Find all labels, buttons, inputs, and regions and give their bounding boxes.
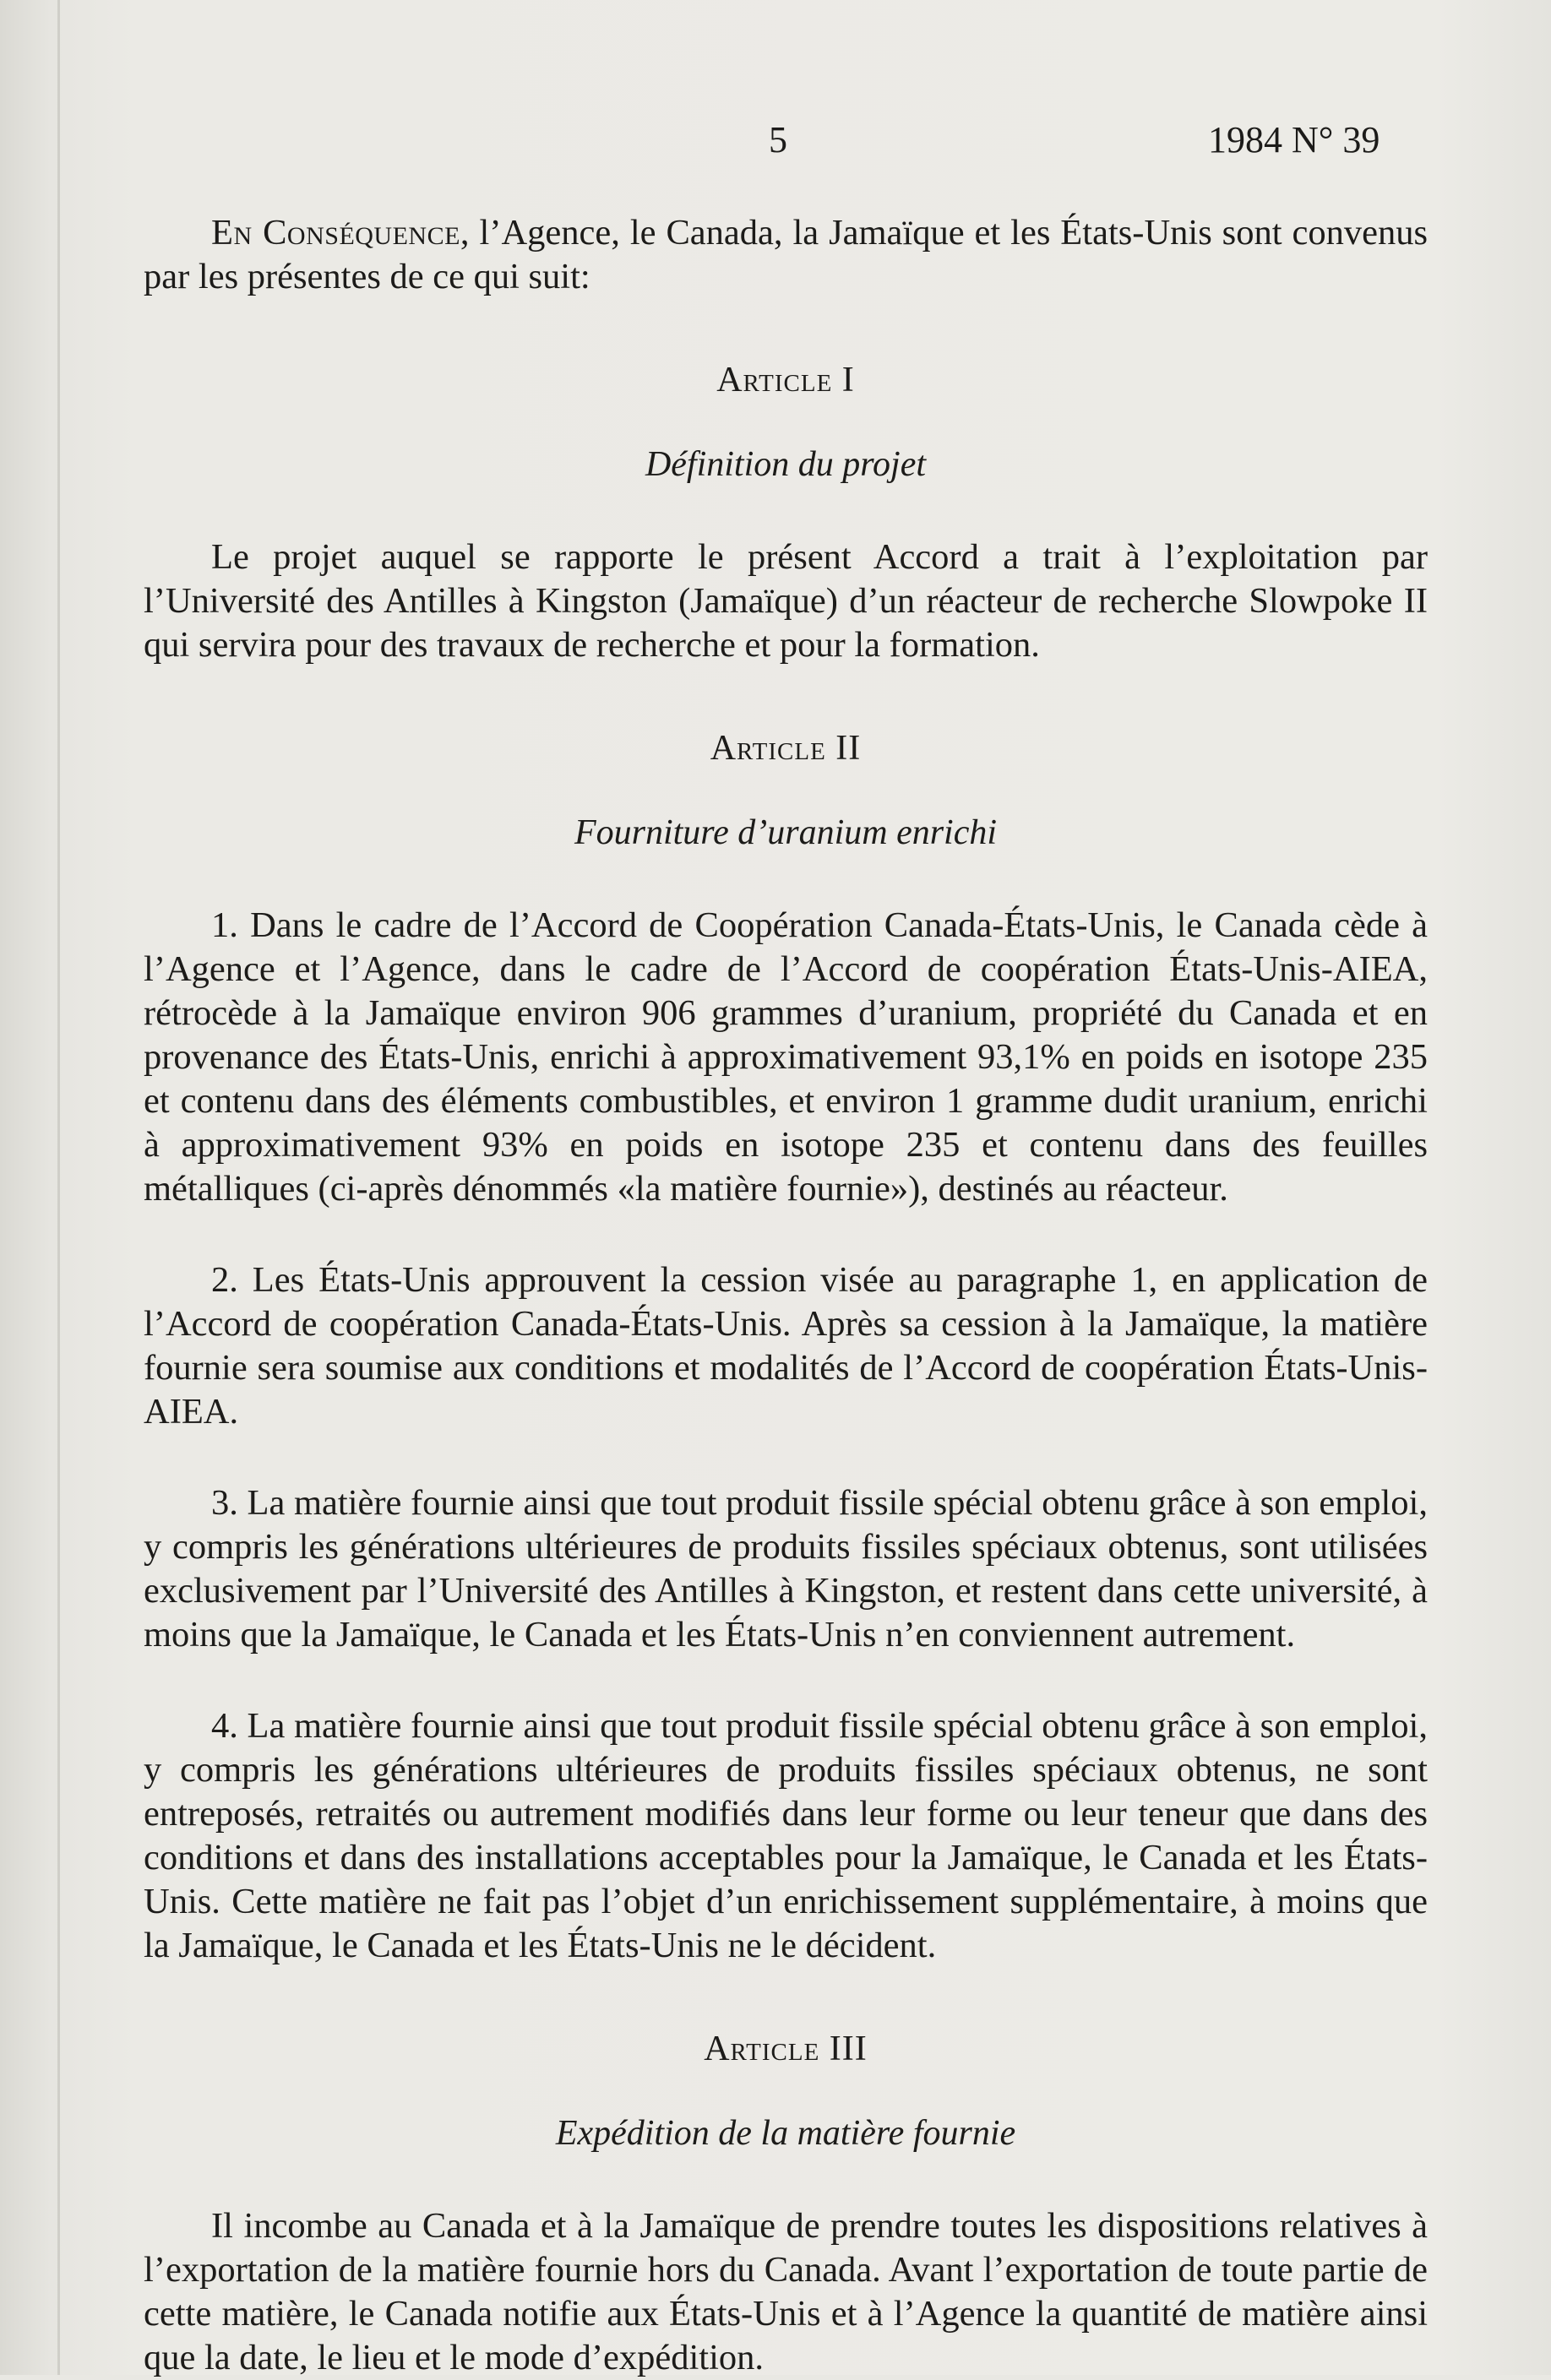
intro-paragraph <box>144 211 1428 299</box>
article-3-title: Expédition de la matière fournie <box>555 2114 1016 2153</box>
article-3-heading: Article III <box>704 2030 868 2068</box>
page-header <box>144 101 1428 177</box>
binding-gutter <box>57 0 60 2375</box>
article-2-paragraph-3: 3. La matière fournie ainsi que tout produit fissile spécial obtenu grâce à son emploi, y compris les générations ultérieures de produits fissiles spéciaux obtenus, sont utilisées exclusivement par l’Université des Antilles à Kingston, et restent dans cette université, à moins que la Jamaïque, le Canada et les États-Unis n’en conviennent autrement. <box>144 1483 1428 1655</box>
intro-lead: En Conséquence <box>211 213 460 253</box>
article-2-paragraph-1: 1. Dans le cadre de l’Accord de Coopération Canada-États-Unis, le Canada cède à l’Agence et l’Agence, dans le cadre de l’Accord de coopération États-Unis-AIEA, rétrocède à la Jamaïque environ 906 grammes d’uranium, propriété du Canada et en provenance des États-Unis, enrichi à approximativement 93,1% en poids en isotope 235 et contenu dans des éléments combustibles, et environ 1 gramme dudit uranium, enrichi à approximativement 93% en poids en isotope 235 et contenu dans des feuilles métalliques (ci-après dénommés «la matière fournie»), destinés au réacteur. <box>144 905 1428 1209</box>
intro-text: , l’Agence, le Canada, la Jamaïque et les États-Unis sont convenus par les présentes de ce qui suit: <box>144 213 1429 296</box>
document-id: 1984 N° 39 <box>1208 119 1380 160</box>
article-3-paragraph: Il incombe au Canada et à la Jamaïque de prendre toutes les dispositions relatives à l’exportation de la matière fournie hors du Canada. Avant l’exportation de toute partie de cette matière, le Canada notifie aux États-Unis et à l’Agence la quantité de matière ainsi que la date, le lieu et le mode d’expédition. <box>144 2206 1428 2377</box>
article-2-heading: Article II <box>710 729 862 768</box>
article-1-heading: Article I <box>716 361 855 399</box>
page-number: 5 <box>769 119 787 160</box>
article-2-title: Fourniture d’uranium enrichi <box>574 813 998 852</box>
document-body <box>144 101 1428 2380</box>
article-2-paragraph-4: 4. La matière fournie ainsi que tout produit fissile spécial obtenu grâce à son emploi, y compris les générations ultérieures de produits fissiles spéciaux obtenus, ne sont entreposés, retraités ou autrement modifiés dans leur forme ou leur teneur que dans des conditions et dans des installations acceptables pour la Jamaïque, le Canada et les États-Unis. Cette matière ne fait pas l’objet d’un enrichissement supplémentaire, à moins que la Jamaïque, le Canada et les États-Unis ne le décident. <box>144 1706 1428 1965</box>
article-2-paragraph-2: 2. Les États-Unis approuvent la cession visée au paragraphe 1, en application de l’Accord de coopération Canada-États-Unis. Après sa cession à la Jamaïque, la matière fournie sera soumise aux conditions et modalités de l’Accord de coopération États-Unis-AIEA. <box>144 1260 1428 1432</box>
article-1-paragraph: Le projet auquel se rapporte le présent Accord a trait à l’exploitation par l’Université des Antilles à Kingston (Jamaïque) d’un réacteur de recherche Slowpoke II qui servira pour des travaux de recherche et pour la formation. <box>144 537 1428 665</box>
article-1-title: Définition du projet <box>645 445 927 484</box>
